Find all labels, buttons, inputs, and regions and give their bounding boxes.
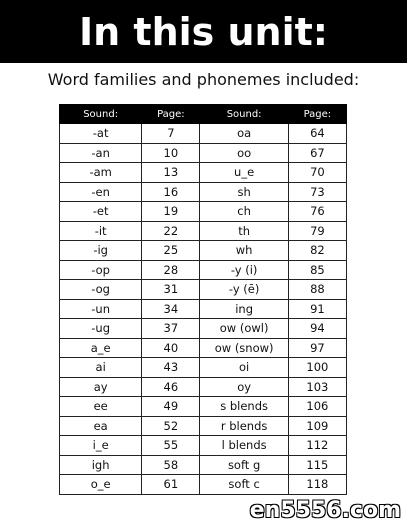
table-row bbox=[60, 221, 347, 241]
cell-page: 19 bbox=[142, 202, 200, 222]
cell-page: 97 bbox=[288, 338, 346, 358]
cell-page: 58 bbox=[142, 455, 200, 475]
cell-page: 55 bbox=[142, 436, 200, 456]
cell-sound: ow (owl) bbox=[200, 319, 288, 339]
subtitle: Word families and phonemes included: bbox=[47, 70, 360, 89]
cell-sound: -en bbox=[60, 182, 142, 202]
table-row bbox=[60, 260, 347, 280]
cell-page: 106 bbox=[288, 397, 346, 417]
cell-sound: ch bbox=[200, 202, 288, 222]
cell-sound: ai bbox=[60, 358, 142, 378]
header-page: Page: bbox=[142, 105, 200, 124]
cell-sound: soft g bbox=[200, 455, 288, 475]
cell-page: 10 bbox=[142, 143, 200, 163]
cell-page: 115 bbox=[288, 455, 346, 475]
cell-sound: ing bbox=[200, 299, 288, 319]
cell-page: 76 bbox=[288, 202, 346, 222]
cell-sound: s blends bbox=[200, 397, 288, 417]
table-row bbox=[60, 358, 347, 378]
cell-page: 118 bbox=[288, 475, 346, 495]
cell-page: 91 bbox=[288, 299, 346, 319]
cell-sound: -at bbox=[60, 124, 142, 144]
table-row bbox=[60, 163, 347, 183]
cell-sound: sh bbox=[200, 182, 288, 202]
cell-sound: l blends bbox=[200, 436, 288, 456]
table-row bbox=[60, 241, 347, 261]
table-row bbox=[60, 416, 347, 436]
page-title: In this unit: bbox=[78, 9, 328, 54]
cell-page: 13 bbox=[142, 163, 200, 183]
cell-sound: -am bbox=[60, 163, 142, 183]
cell-page: 109 bbox=[288, 416, 346, 436]
cell-page: 25 bbox=[142, 241, 200, 261]
table-row bbox=[60, 202, 347, 222]
cell-sound: a_e bbox=[60, 338, 142, 358]
table-body bbox=[60, 124, 347, 495]
table-row bbox=[60, 280, 347, 300]
watermark: en5556.com bbox=[249, 498, 401, 523]
table-row bbox=[60, 124, 347, 144]
cell-page: 67 bbox=[288, 143, 346, 163]
cell-page: 22 bbox=[142, 221, 200, 241]
cell-page: 64 bbox=[288, 124, 346, 144]
cell-sound: i_e bbox=[60, 436, 142, 456]
cell-sound: -un bbox=[60, 299, 142, 319]
cell-page: 79 bbox=[288, 221, 346, 241]
cell-sound: oa bbox=[200, 124, 288, 144]
cell-sound: -og bbox=[60, 280, 142, 300]
header-page: Page: bbox=[288, 105, 346, 124]
cell-sound: -y (ē) bbox=[200, 280, 288, 300]
cell-sound: -et bbox=[60, 202, 142, 222]
cell-page: 31 bbox=[142, 280, 200, 300]
cell-sound: ow (snow) bbox=[200, 338, 288, 358]
phoneme-table bbox=[59, 104, 347, 495]
table-row bbox=[60, 143, 347, 163]
cell-sound: o_e bbox=[60, 475, 142, 495]
cell-sound: oi bbox=[200, 358, 288, 378]
cell-page: 37 bbox=[142, 319, 200, 339]
table-row bbox=[60, 319, 347, 339]
cell-page: 7 bbox=[142, 124, 200, 144]
cell-sound: oo bbox=[200, 143, 288, 163]
table-row bbox=[60, 397, 347, 417]
cell-sound: ay bbox=[60, 377, 142, 397]
cell-sound: ea bbox=[60, 416, 142, 436]
cell-sound: -it bbox=[60, 221, 142, 241]
header-sound: Sound: bbox=[200, 105, 288, 124]
cell-sound: -ug bbox=[60, 319, 142, 339]
cell-sound: wh bbox=[200, 241, 288, 261]
title-banner bbox=[0, 0, 407, 63]
table-header-row bbox=[60, 105, 347, 124]
cell-page: 16 bbox=[142, 182, 200, 202]
cell-sound: th bbox=[200, 221, 288, 241]
cell-page: 61 bbox=[142, 475, 200, 495]
table-row bbox=[60, 475, 347, 495]
header-sound: Sound: bbox=[60, 105, 142, 124]
cell-page: 103 bbox=[288, 377, 346, 397]
cell-page: 100 bbox=[288, 358, 346, 378]
cell-page: 82 bbox=[288, 241, 346, 261]
cell-page: 52 bbox=[142, 416, 200, 436]
cell-sound: u_e bbox=[200, 163, 288, 183]
cell-page: 73 bbox=[288, 182, 346, 202]
cell-page: 43 bbox=[142, 358, 200, 378]
cell-sound: ee bbox=[60, 397, 142, 417]
cell-page: 40 bbox=[142, 338, 200, 358]
cell-page: 85 bbox=[288, 260, 346, 280]
cell-page: 112 bbox=[288, 436, 346, 456]
cell-sound: -op bbox=[60, 260, 142, 280]
cell-page: 49 bbox=[142, 397, 200, 417]
cell-page: 88 bbox=[288, 280, 346, 300]
table-row bbox=[60, 436, 347, 456]
table-row bbox=[60, 338, 347, 358]
table-row bbox=[60, 182, 347, 202]
cell-sound: igh bbox=[60, 455, 142, 475]
table-row bbox=[60, 377, 347, 397]
cell-page: 28 bbox=[142, 260, 200, 280]
cell-sound: -y (i) bbox=[200, 260, 288, 280]
cell-sound: soft c bbox=[200, 475, 288, 495]
cell-page: 46 bbox=[142, 377, 200, 397]
cell-page: 70 bbox=[288, 163, 346, 183]
cell-sound: r blends bbox=[200, 416, 288, 436]
cell-sound: oy bbox=[200, 377, 288, 397]
table-row bbox=[60, 455, 347, 475]
cell-sound: -an bbox=[60, 143, 142, 163]
cell-page: 34 bbox=[142, 299, 200, 319]
cell-page: 94 bbox=[288, 319, 346, 339]
table-row bbox=[60, 299, 347, 319]
cell-sound: -ig bbox=[60, 241, 142, 261]
